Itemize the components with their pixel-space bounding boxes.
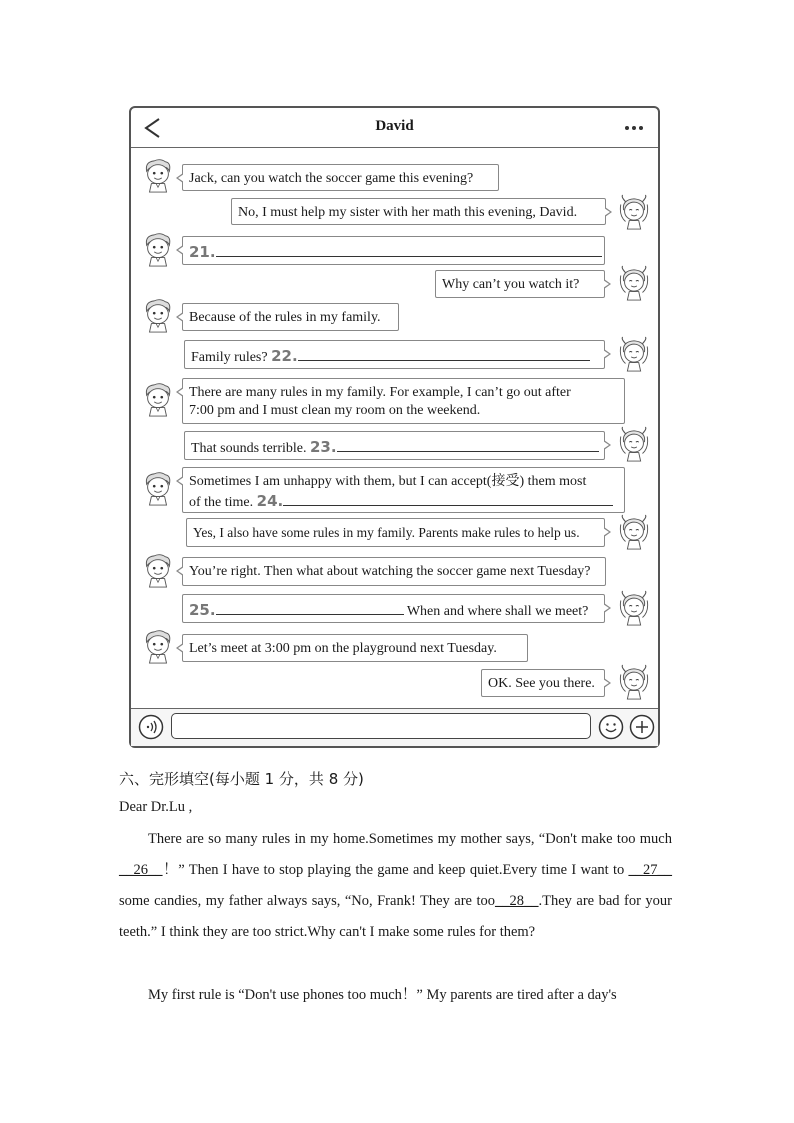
chat-header [131,108,658,148]
message-text: When and where shall we meet? [406,604,589,619]
avatar-boy [141,231,175,269]
chat-bubble [182,557,606,586]
avatar-girl [617,194,651,232]
answer-blank [216,242,602,257]
chat-bubble [435,270,605,298]
blank-27: __27__ [628,862,672,878]
message-text: Let’s meet at 3:00 pm on the playground next Tuesday. [189,641,497,656]
paragraph-text: .They are bad for your teeth.” I think they are too strict.Why can't I make some rules for them? [119,893,672,940]
section-title: 六、完形填空(每小题 1 分，共 8 分) [119,770,364,788]
blank-28: __28__ [495,893,539,909]
letter-paragraph: My first rule is “Don't use phones too much！” My parents are tired after a day's [148,987,617,1003]
add-icon[interactable] [629,714,655,740]
paragraph-text: some candies, my father always says, “No, Frank! They are too [119,893,495,909]
paragraph-text: ！” Then I have to stop playing the game and keep quiet.Every time I want to [162,862,629,878]
message-text-line: of the time. [189,495,254,510]
chat-bubble [182,164,499,191]
avatar-girl [617,426,651,464]
avatar-boy [141,157,175,195]
avatar-boy [141,381,175,419]
question-number: 21. [189,243,216,261]
message-text-line: Sometimes I am unhappy with them, but I can accept(接受) them most [189,474,587,489]
question-number: 25. [189,601,216,619]
chat-bubble [231,198,606,225]
chat-bubble [481,669,605,697]
avatar-girl [617,590,651,628]
chat-bubble [182,378,625,424]
question-number: 23. [309,438,337,456]
voice-icon[interactable] [138,714,164,740]
more-options-icon[interactable] [624,120,644,136]
answer-blank [216,600,404,615]
chat-window [129,106,660,748]
chat-bubble [182,634,528,662]
answer-blank [298,346,590,361]
message-text: That sounds terrible. [191,441,307,456]
avatar-girl [617,514,651,552]
avatar-boy [141,628,175,666]
message-input[interactable] [171,713,591,739]
avatar-girl [617,664,651,702]
chat-bubble [182,303,399,331]
answer-blank [337,437,599,452]
emoji-icon[interactable] [598,714,624,740]
chat-title: David [375,118,414,134]
message-text: OK. See you there. [488,676,595,691]
message-text: Why can’t you watch it? [442,277,580,292]
message-text: No, I must help my sister with her math this evening, David. [238,205,578,220]
question-number: 22. [271,347,298,365]
chat-input-bar [131,708,658,746]
chat-bubble [182,236,605,265]
letter-paragraph [119,824,672,948]
message-text: Jack, can you watch the soccer game this evening? [189,171,474,186]
message-text-line: 7:00 pm and I must clean my room on the weekend. [189,403,481,418]
avatar-boy [141,552,175,590]
avatar-boy [141,297,175,335]
answer-blank [283,491,613,506]
avatar-girl [617,336,651,374]
avatar-girl [617,265,651,303]
message-text: You’re right. Then what about watching the soccer game next Tuesday? [189,564,591,579]
avatar-boy [141,470,175,508]
message-text: Yes, I also have some rules in my family. Parents make rules to help us. [193,525,580,540]
chat-bubble [186,518,605,547]
question-number: 24. [256,492,284,510]
blank-26: __26__ [119,862,163,878]
chat-bubble [184,340,605,369]
paragraph-text: There are so many rules in my home.Sometimes my mother says, “Don't make too much [148,831,672,847]
chat-bubble [184,431,605,460]
letter-salutation: Dear Dr.Lu , [119,799,193,815]
message-text-line: There are many rules in my family. For example, I can’t go out after [189,385,571,400]
message-text: Because of the rules in my family. [189,310,381,325]
chat-bubble [182,467,625,513]
message-text: Family rules? [191,350,268,365]
chat-bubble [182,594,605,623]
